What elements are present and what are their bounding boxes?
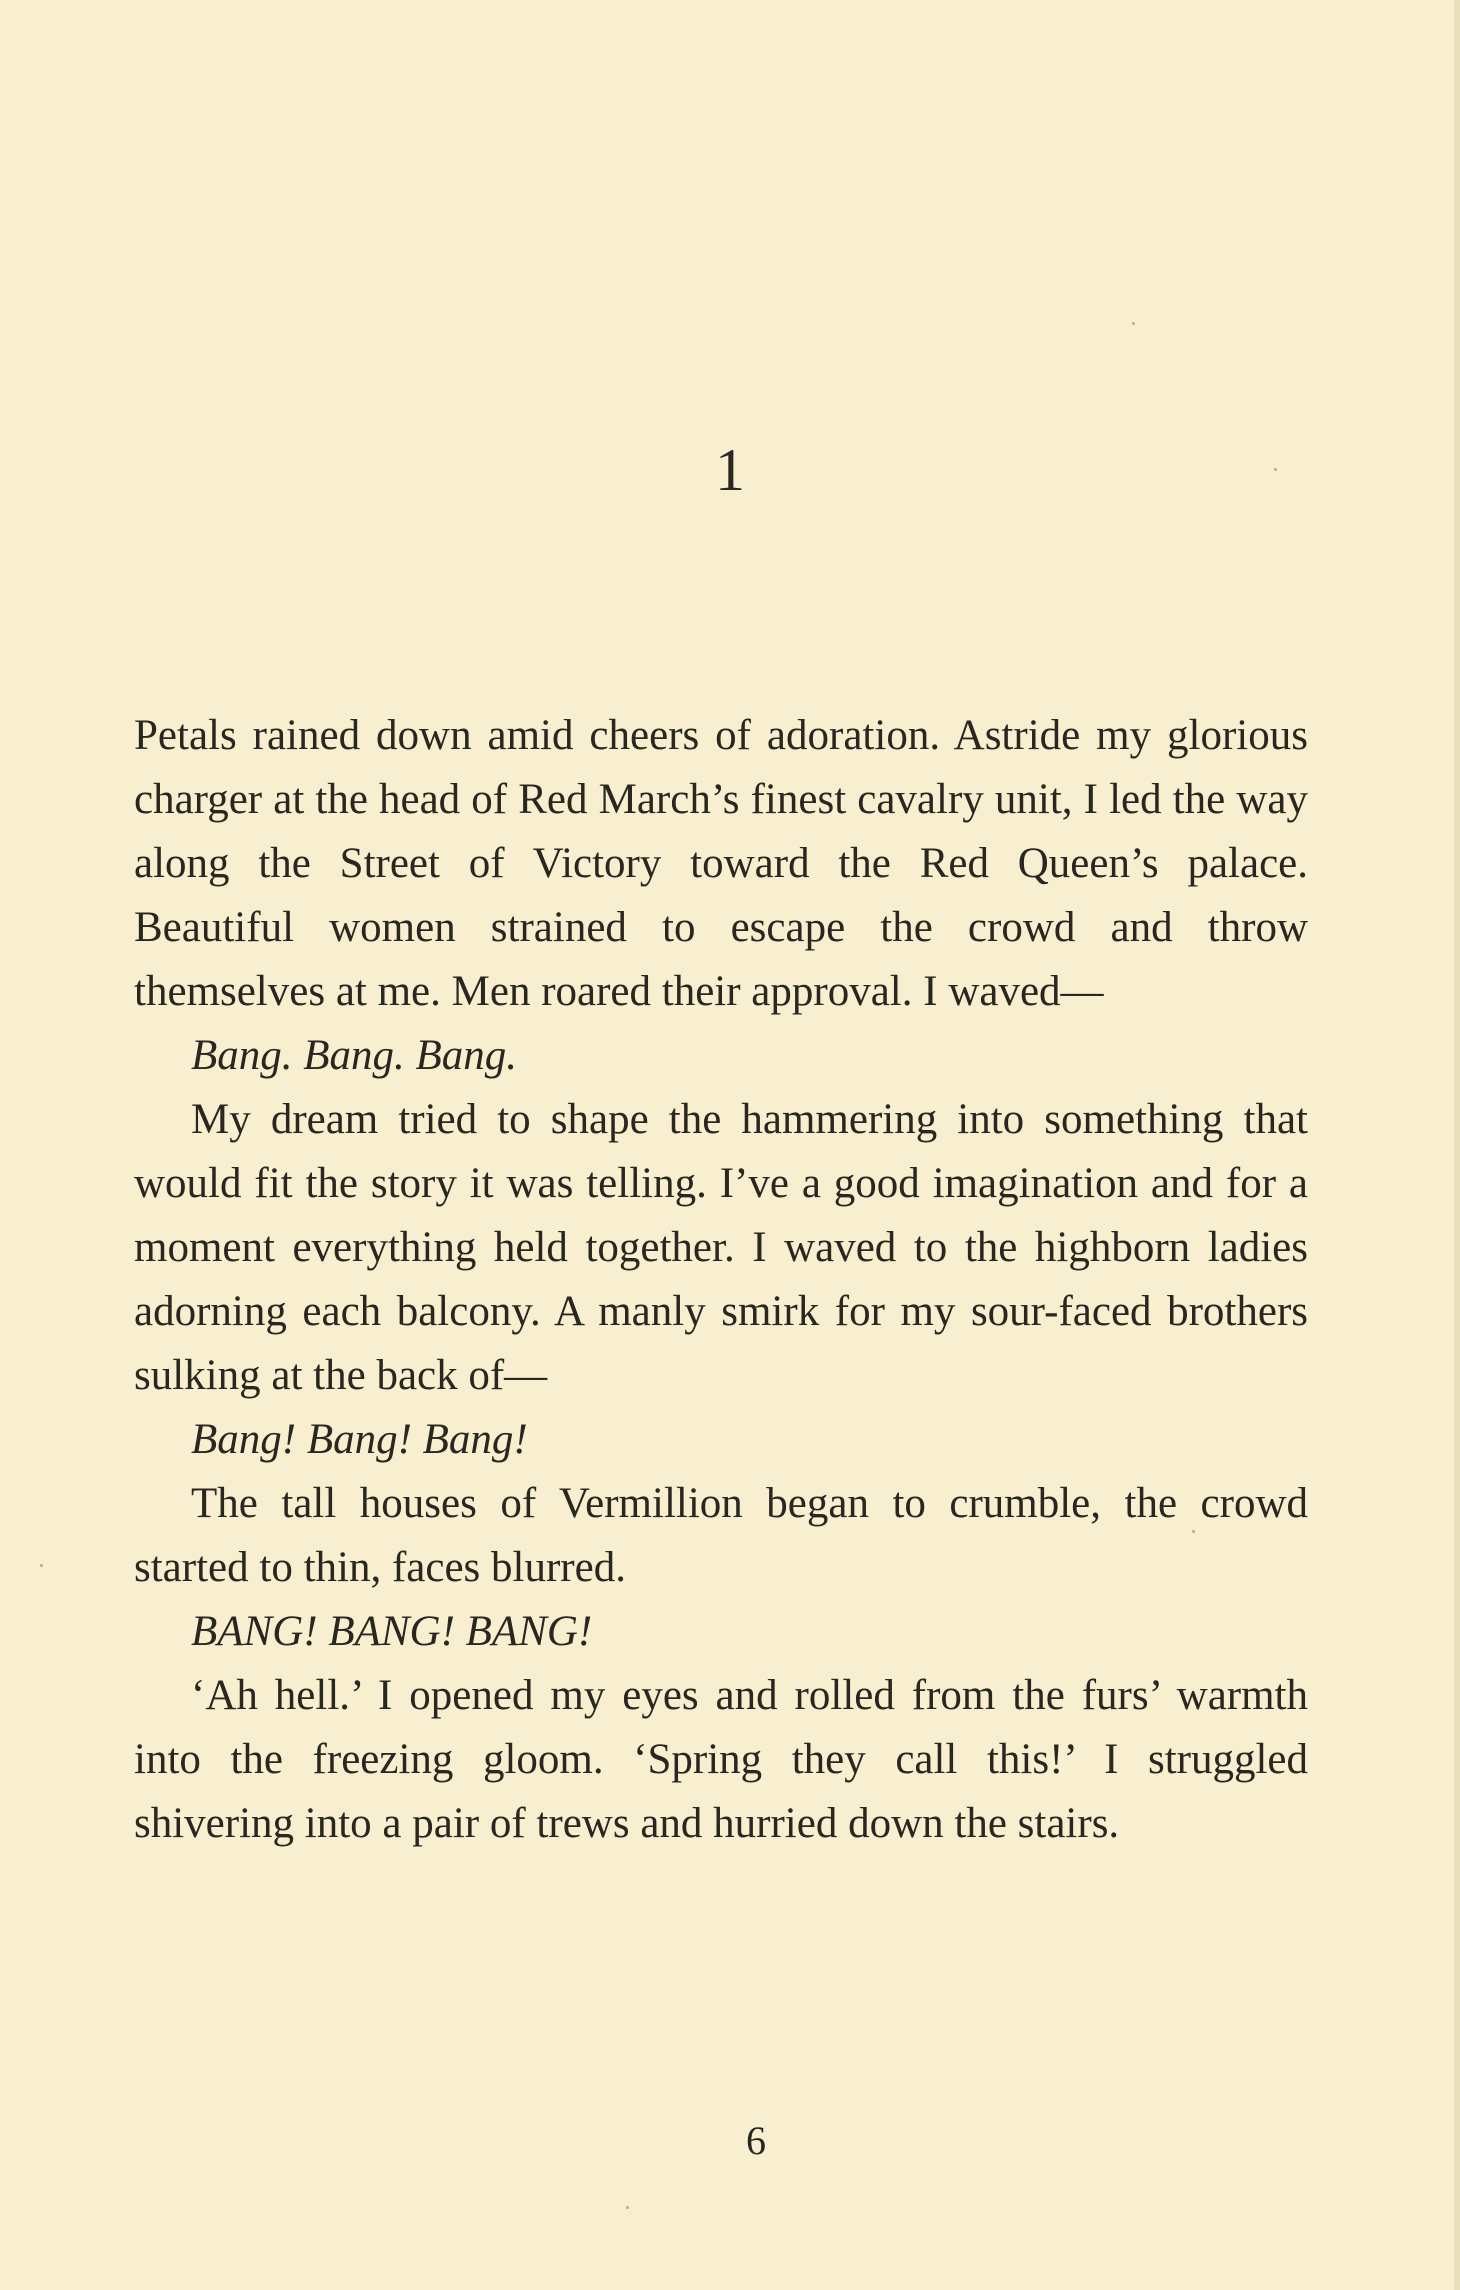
paper-speck [1132,322,1135,325]
paragraph: ‘Ah hell.’ I opened my eyes and rolled from the furs’ warmth into the freezing gloom. ‘Spring they call this!’ I struggled shivering into a pair of trews and hurried down the stairs. [134,1672,1308,1847]
paper-speck [40,1564,43,1567]
paper-speck [1192,1530,1195,1533]
paragraph: The tall houses of Vermillion began to crumble, the crowd started to thin, faces blurred. [134,1480,1308,1591]
body-text [134,704,1308,1856]
paragraph: My dream tried to shape the hammering into something that would fit the story it was telling. I’ve a good imagination and for a moment everything held together. I waved to the highborn ladies adorning each balcony. A manly smirk for my sour-faced brothers sulking at the back of— [134,1096,1308,1399]
page-edge [1454,0,1460,2290]
chapter-number: 1 [715,437,745,503]
paper-speck [1274,468,1277,471]
paragraph-italic: BANG! BANG! BANG! [191,1608,593,1655]
paper-speck [626,2206,629,2209]
page-number: 6 [746,2118,766,2163]
paragraph-italic: Bang! Bang! Bang! [191,1416,528,1463]
paragraph-italic: Bang. Bang. Bang. [191,1032,518,1079]
paragraph: Petals rained down amid cheers of adoration. Astride my glorious charger at the head of Red March’s finest cavalry unit, I led the way along the Street of Victory toward the Red Queen’s palace. Beautiful women strained to escape the crowd and throw themselves at me. Men roared their approval. I waved— [134,712,1308,1015]
